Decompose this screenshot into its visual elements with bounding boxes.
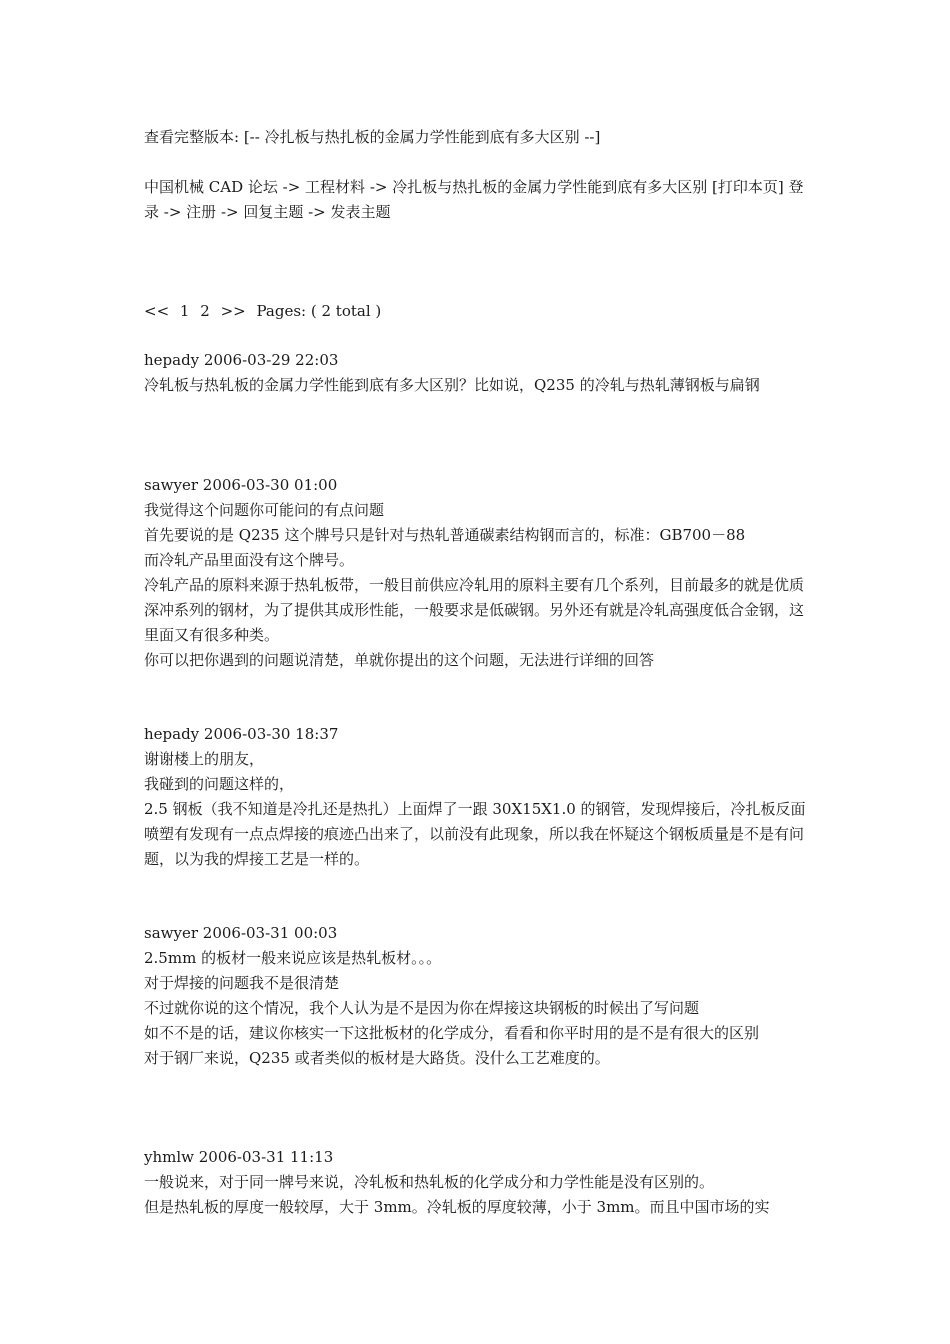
post — [144, 722, 812, 872]
post — [144, 921, 812, 1071]
pagination-prev[interactable]: << — [144, 302, 170, 320]
pagination-next[interactable]: >> — [220, 302, 246, 320]
post-body-line: 对于焊接的问题我不是很清楚 — [144, 974, 340, 992]
post-body-line: 谢谢楼上的朋友， — [144, 750, 265, 768]
post-body-line: 2.5mm 的板材一般来说应该是热轧板材。。。 — [144, 949, 442, 967]
post-body-line: 冷轧板与热轧板的金属力学性能到底有多大区别？比如说，Q235 的冷轧与热轧薄钢板与扁钢 — [144, 376, 760, 394]
post-body-line: 而冷轧产品里面没有这个牌号。 — [144, 551, 355, 569]
pagination-page-1[interactable]: 1 — [179, 302, 190, 320]
breadcrumb — [144, 175, 812, 225]
breadcrumb-text[interactable]: 中国机械 CAD 论坛 -> 工程材料 -> 冷扎板与热扎板的金属力学性能到底有多大区别 [打印本页] 登录 -> 注册 -> 回复主题 -> 发表主题 — [144, 178, 804, 221]
post-body-line: 首先要说的是 Q235 这个牌号只是针对与热轧普通碳素结构钢而言的，标准：GB700－88 — [144, 526, 746, 544]
post — [144, 348, 812, 398]
full-version-link[interactable] — [144, 125, 600, 150]
post-body-line: 如不不是的话，建议你核实一下这批板材的化学成分，看看和你平时用的是不是有很大的区别 — [144, 1024, 760, 1042]
post — [144, 473, 812, 673]
post-body-line: 2.5 钢板（我不知道是冷扎还是热扎）上面焊了一跟 30X15X1.0 的钢管，发现焊接后，冷扎板反面喷塑有发现有一点点焊接的痕迹凸出来了，以前没有此现象，所以我在怀疑这个钢板质量是不是有问题，以为我的焊接工艺是一样的。 — [144, 800, 806, 868]
post-body-line: 但是热轧板的厚度一般较厚，大于 3mm。冷轧板的厚度较薄，小于 3mm。而且中国市场的实 — [144, 1198, 770, 1216]
post-body-line: 不过就你说的这个情况，我个人认为是不是因为你在焊接这块钢板的时候出了写问题 — [144, 999, 700, 1017]
pagination — [144, 299, 381, 324]
pagination-page-2[interactable]: 2 — [200, 302, 210, 320]
post — [144, 1145, 812, 1220]
post-body-line: 我觉得这个问题你可能问的有点问题 — [144, 501, 385, 519]
post-body-line: 冷轧产品的原料来源于热轧板带，一般目前供应冷轧用的原料主要有几个系列，目前最多的就是优质深冲系列的钢材，为了提供其成形性能，一般要求是低碳钢。另外还有就是冷轧高强度低合金钢，这里面又有很多种类。 — [144, 576, 805, 644]
post-body-line: 你可以把你遇到的问题说清楚，单就你提出的这个问题，无法进行详细的回答 — [144, 651, 655, 669]
pagination-summary: Pages: ( 2 total ) — [256, 302, 382, 320]
post-header: sawyer 2006-03-30 01:00 — [144, 476, 338, 494]
post-header: hepady 2006-03-30 18:37 — [144, 725, 339, 743]
post-body-line: 对于钢厂来说，Q235 或者类似的板材是大路货。没什么工艺难度的。 — [144, 1049, 610, 1067]
post-body-line: 一般说来，对于同一牌号来说，冷轧板和热轧板的化学成分和力学性能是没有区别的。 — [144, 1173, 715, 1191]
post-header: yhmlw 2006-03-31 11:13 — [144, 1148, 334, 1166]
post-body-line: 我碰到的问题这样的， — [144, 775, 295, 793]
post-header: hepady 2006-03-29 22:03 — [144, 351, 339, 369]
full-version-text[interactable]: 查看完整版本: [-- 冷扎板与热扎板的金属力学性能到底有多大区别 --] — [144, 128, 601, 146]
post-header: sawyer 2006-03-31 00:03 — [144, 924, 338, 942]
